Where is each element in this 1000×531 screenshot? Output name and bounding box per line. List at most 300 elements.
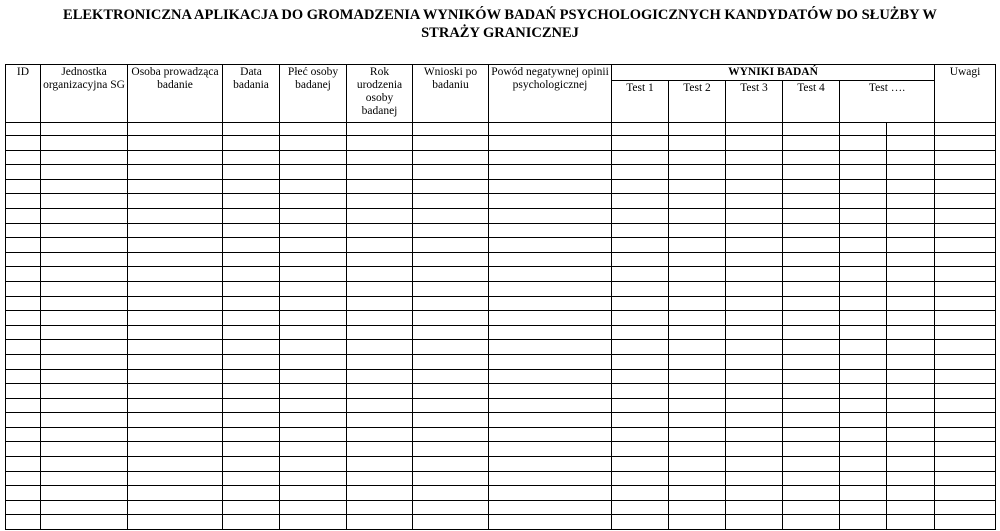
table-cell — [726, 179, 783, 194]
table-cell — [41, 165, 128, 180]
table-cell — [128, 354, 223, 369]
table-cell — [41, 398, 128, 413]
table-cell — [669, 427, 726, 442]
table-cell — [128, 238, 223, 253]
table-cell — [783, 208, 840, 223]
table-cell — [489, 179, 612, 194]
table-cell — [347, 457, 413, 472]
table-cell — [223, 252, 280, 267]
table-cell — [280, 486, 347, 501]
table-cell — [887, 311, 935, 326]
table-cell — [41, 223, 128, 238]
table-cell — [6, 457, 41, 472]
table-cell — [347, 123, 413, 136]
table-cell — [726, 296, 783, 311]
table-cell — [783, 325, 840, 340]
table-cell — [669, 223, 726, 238]
table-cell — [347, 238, 413, 253]
table-cell — [128, 267, 223, 282]
table-cell — [6, 413, 41, 428]
col-header-notes: Uwagi — [935, 65, 996, 123]
table-cell — [783, 150, 840, 165]
table-cell — [223, 223, 280, 238]
table-cell — [280, 442, 347, 457]
table-cell — [783, 486, 840, 501]
table-cell — [726, 238, 783, 253]
table-cell — [669, 515, 726, 530]
table-cell — [413, 457, 489, 472]
table-cell — [669, 267, 726, 282]
table-cell — [612, 296, 669, 311]
col-header-test-2: Test 2 — [669, 81, 726, 123]
table-cell — [489, 311, 612, 326]
table-cell — [726, 515, 783, 530]
table-cell — [669, 311, 726, 326]
table-cell — [41, 325, 128, 340]
table-cell — [223, 427, 280, 442]
table-cell — [726, 194, 783, 209]
table-cell — [669, 238, 726, 253]
table-cell — [347, 398, 413, 413]
table-cell — [280, 354, 347, 369]
table-cell — [413, 311, 489, 326]
table-cell — [41, 384, 128, 399]
table-cell — [887, 500, 935, 515]
table-cell — [280, 311, 347, 326]
table-cell — [347, 150, 413, 165]
table-cell — [612, 471, 669, 486]
table-cell — [223, 354, 280, 369]
table-cell — [726, 340, 783, 355]
table-cell — [6, 136, 41, 151]
table-cell — [840, 515, 887, 530]
table-cell — [489, 296, 612, 311]
table-cell — [489, 223, 612, 238]
table-cell — [669, 500, 726, 515]
table-cell — [783, 515, 840, 530]
table-cell — [280, 150, 347, 165]
table-cell — [887, 238, 935, 253]
table-cell — [128, 281, 223, 296]
table-cell — [489, 427, 612, 442]
table-cell — [669, 398, 726, 413]
table-row — [6, 150, 996, 165]
table-cell — [935, 223, 996, 238]
col-header-test-1: Test 1 — [612, 81, 669, 123]
table-cell — [280, 267, 347, 282]
table-cell — [612, 252, 669, 267]
table-cell — [41, 471, 128, 486]
table-cell — [347, 486, 413, 501]
table-row — [6, 136, 996, 151]
table-cell — [840, 165, 887, 180]
table-cell — [489, 413, 612, 428]
col-header-test-more: Test …. — [840, 81, 935, 123]
table-cell — [347, 165, 413, 180]
table-cell — [887, 486, 935, 501]
table-cell — [413, 238, 489, 253]
table-cell — [726, 354, 783, 369]
table-cell — [41, 500, 128, 515]
table-cell — [223, 311, 280, 326]
table-cell — [41, 208, 128, 223]
table-cell — [612, 340, 669, 355]
table-cell — [223, 471, 280, 486]
table-cell — [840, 471, 887, 486]
table-cell — [783, 500, 840, 515]
table-cell — [612, 442, 669, 457]
table-cell — [783, 457, 840, 472]
table-cell — [413, 194, 489, 209]
table-cell — [887, 427, 935, 442]
table-cell — [887, 281, 935, 296]
table-cell — [840, 457, 887, 472]
table-row — [6, 515, 996, 530]
table-cell — [783, 179, 840, 194]
table-cell — [413, 208, 489, 223]
table-cell — [489, 340, 612, 355]
table-row — [6, 311, 996, 326]
table-cell — [223, 442, 280, 457]
table-cell — [223, 340, 280, 355]
table-cell — [935, 179, 996, 194]
table-cell — [223, 208, 280, 223]
table-cell — [41, 340, 128, 355]
table-cell — [128, 471, 223, 486]
table-row — [6, 486, 996, 501]
table-cell — [935, 267, 996, 282]
col-header-test-4: Test 4 — [783, 81, 840, 123]
table-cell — [489, 267, 612, 282]
col-header-test-3: Test 3 — [726, 81, 783, 123]
table-cell — [6, 267, 41, 282]
table-cell — [489, 165, 612, 180]
table-row — [6, 208, 996, 223]
table-cell — [935, 442, 996, 457]
table-cell — [612, 486, 669, 501]
table-cell — [41, 194, 128, 209]
table-cell — [726, 369, 783, 384]
table-cell — [280, 252, 347, 267]
table-cell — [280, 340, 347, 355]
table-cell — [6, 179, 41, 194]
table-cell — [223, 515, 280, 530]
table-cell — [128, 150, 223, 165]
table-cell — [280, 136, 347, 151]
table-row — [6, 281, 996, 296]
col-header-examiner: Osoba prowadząca badanie — [128, 65, 223, 123]
table-cell — [669, 296, 726, 311]
table-cell — [669, 123, 726, 136]
table-cell — [726, 486, 783, 501]
table-cell — [413, 384, 489, 399]
table-cell — [223, 179, 280, 194]
table-cell — [783, 223, 840, 238]
table-cell — [6, 238, 41, 253]
table-cell — [887, 267, 935, 282]
table-cell — [783, 369, 840, 384]
table-cell — [6, 296, 41, 311]
table-cell — [413, 471, 489, 486]
table-cell — [840, 311, 887, 326]
table-cell — [41, 369, 128, 384]
table-cell — [280, 500, 347, 515]
table-cell — [935, 150, 996, 165]
table-cell — [887, 296, 935, 311]
table-cell — [935, 486, 996, 501]
document-title — [0, 6, 1000, 42]
table-cell — [6, 354, 41, 369]
table-cell — [612, 150, 669, 165]
table-cell — [223, 194, 280, 209]
table-cell — [413, 252, 489, 267]
table-cell — [935, 281, 996, 296]
table-cell — [280, 369, 347, 384]
table-row — [6, 340, 996, 355]
table-cell — [840, 413, 887, 428]
table-cell — [347, 194, 413, 209]
table-row — [6, 354, 996, 369]
table-cell — [280, 384, 347, 399]
table-cell — [935, 340, 996, 355]
table-cell — [612, 384, 669, 399]
table-cell — [935, 123, 996, 136]
table-row — [6, 398, 996, 413]
table-cell — [347, 136, 413, 151]
table-cell — [935, 325, 996, 340]
table-row — [6, 123, 996, 136]
table-cell — [223, 500, 280, 515]
table-cell — [935, 369, 996, 384]
col-header-negative-reason: Powód negatywnej opinii psychologicznej — [489, 65, 612, 123]
table-cell — [223, 413, 280, 428]
table-cell — [726, 500, 783, 515]
table-cell — [41, 413, 128, 428]
table-cell — [612, 208, 669, 223]
table-cell — [887, 442, 935, 457]
table-cell — [280, 471, 347, 486]
table-cell — [280, 457, 347, 472]
table-cell — [347, 281, 413, 296]
table-cell — [347, 340, 413, 355]
table-cell — [413, 340, 489, 355]
col-header-unit: Jednostka organizacyjna SG — [41, 65, 128, 123]
table-cell — [489, 136, 612, 151]
table-cell — [840, 500, 887, 515]
table-row — [6, 500, 996, 515]
table-cell — [612, 165, 669, 180]
table-cell — [41, 267, 128, 282]
table-cell — [347, 384, 413, 399]
table-cell — [612, 311, 669, 326]
table-cell — [347, 208, 413, 223]
table-cell — [280, 398, 347, 413]
table-cell — [783, 354, 840, 369]
table-cell — [128, 208, 223, 223]
table-cell — [6, 486, 41, 501]
table-cell — [612, 413, 669, 428]
table-cell — [280, 325, 347, 340]
table-cell — [489, 208, 612, 223]
table-cell — [935, 194, 996, 209]
table-cell — [223, 369, 280, 384]
table-cell — [726, 457, 783, 472]
table-cell — [669, 165, 726, 180]
table-cell — [6, 471, 41, 486]
table-cell — [41, 238, 128, 253]
table-cell — [840, 325, 887, 340]
document-title-line-1: ELEKTRONICZNA APLIKACJA DO GROMADZENIA WYNIKÓW BADAŃ PSYCHOLOGICZNYCH KANDYDATÓW DO SŁUŻBY W — [63, 7, 937, 23]
table-cell — [128, 252, 223, 267]
table-cell — [413, 150, 489, 165]
table-cell — [6, 325, 41, 340]
table-cell — [935, 500, 996, 515]
table-cell — [128, 223, 223, 238]
table-cell — [413, 500, 489, 515]
table-cell — [41, 281, 128, 296]
table-cell — [6, 281, 41, 296]
table-cell — [887, 354, 935, 369]
table-cell — [669, 413, 726, 428]
table-cell — [41, 515, 128, 530]
table-cell — [280, 427, 347, 442]
table-cell — [223, 267, 280, 282]
table-cell — [280, 123, 347, 136]
table-row — [6, 457, 996, 472]
table-cell — [6, 223, 41, 238]
table-cell — [726, 325, 783, 340]
table-cell — [489, 252, 612, 267]
table-cell — [783, 340, 840, 355]
table-row — [6, 413, 996, 428]
table-cell — [223, 238, 280, 253]
table-cell — [6, 123, 41, 136]
table-cell — [612, 267, 669, 282]
table-cell — [887, 457, 935, 472]
table-cell — [347, 354, 413, 369]
table-cell — [840, 238, 887, 253]
table-cell — [128, 340, 223, 355]
table-cell — [887, 223, 935, 238]
table-row — [6, 165, 996, 180]
table-cell — [935, 457, 996, 472]
table-cell — [347, 427, 413, 442]
table-cell — [413, 123, 489, 136]
table-cell — [280, 296, 347, 311]
table-cell — [413, 515, 489, 530]
table-cell — [840, 340, 887, 355]
table-cell — [6, 194, 41, 209]
table-cell — [280, 238, 347, 253]
table-row — [6, 179, 996, 194]
table-row — [6, 442, 996, 457]
table-cell — [413, 223, 489, 238]
table-cell — [6, 500, 41, 515]
table-cell — [887, 136, 935, 151]
table-cell — [128, 165, 223, 180]
table-cell — [669, 281, 726, 296]
table-cell — [840, 267, 887, 282]
table-cell — [413, 398, 489, 413]
table-cell — [41, 457, 128, 472]
table-row — [6, 238, 996, 253]
table-cell — [347, 325, 413, 340]
table-cell — [489, 281, 612, 296]
table-cell — [783, 238, 840, 253]
table-cell — [669, 354, 726, 369]
table-cell — [489, 398, 612, 413]
table-cell — [669, 325, 726, 340]
table-cell — [347, 252, 413, 267]
table-cell — [6, 398, 41, 413]
table-cell — [783, 136, 840, 151]
table-cell — [413, 486, 489, 501]
table-cell — [935, 238, 996, 253]
table-row — [6, 223, 996, 238]
table-cell — [669, 150, 726, 165]
table-cell — [887, 123, 935, 136]
table-cell — [223, 136, 280, 151]
col-header-conclusions: Wnioski po badaniu — [413, 65, 489, 123]
table-cell — [783, 471, 840, 486]
table-cell — [413, 413, 489, 428]
table-cell — [223, 325, 280, 340]
table-cell — [489, 500, 612, 515]
table-cell — [887, 165, 935, 180]
table-cell — [347, 369, 413, 384]
table-cell — [612, 136, 669, 151]
table-cell — [280, 413, 347, 428]
table-cell — [413, 325, 489, 340]
table-cell — [489, 369, 612, 384]
table-cell — [347, 311, 413, 326]
table-cell — [669, 369, 726, 384]
table-cell — [887, 179, 935, 194]
table-cell — [887, 369, 935, 384]
table-cell — [612, 123, 669, 136]
table-cell — [280, 165, 347, 180]
table-cell — [612, 194, 669, 209]
table-cell — [413, 369, 489, 384]
table-cell — [223, 296, 280, 311]
table-cell — [489, 238, 612, 253]
table-cell — [612, 457, 669, 472]
table-row — [6, 471, 996, 486]
table-cell — [783, 252, 840, 267]
table-cell — [726, 136, 783, 151]
table-cell — [489, 442, 612, 457]
table-cell — [840, 223, 887, 238]
table-cell — [669, 340, 726, 355]
table-cell — [128, 442, 223, 457]
table-cell — [783, 442, 840, 457]
table-cell — [783, 281, 840, 296]
table-cell — [887, 471, 935, 486]
table-cell — [6, 150, 41, 165]
table-cell — [887, 150, 935, 165]
table-cell — [347, 442, 413, 457]
table-cell — [280, 281, 347, 296]
table-cell — [783, 267, 840, 282]
table-cell — [413, 296, 489, 311]
table-cell — [612, 179, 669, 194]
table-cell — [223, 165, 280, 180]
table-cell — [726, 384, 783, 399]
col-header-date: Data badania — [223, 65, 280, 123]
table-cell — [128, 296, 223, 311]
table-cell — [935, 398, 996, 413]
table-cell — [887, 515, 935, 530]
